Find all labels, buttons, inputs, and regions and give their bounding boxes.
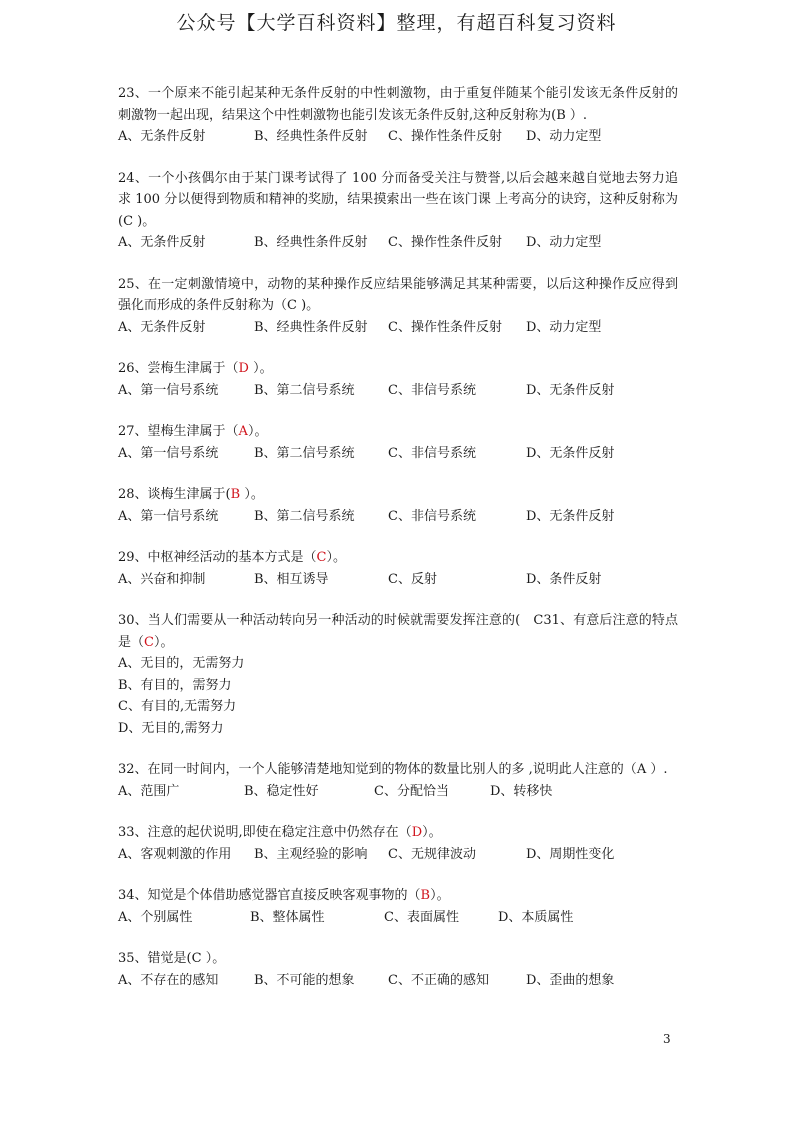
option: C、操作性条件反射 <box>388 319 502 335</box>
option: B、第二信号系统 <box>254 445 355 461</box>
question-text <box>118 484 678 506</box>
answer-letter: D <box>238 361 249 376</box>
option: B、第二信号系统 <box>254 382 355 398</box>
options-row <box>118 506 678 528</box>
page-header: 公众号【大学百科资料】整理，有超百科复习资料 <box>176 12 617 34</box>
question-item <box>118 547 678 590</box>
option: D、无目的,需努力 <box>118 720 224 736</box>
question-stem-end: ）。 <box>153 634 174 650</box>
question-stem: 35、错觉是( <box>118 951 192 966</box>
option: D、转移快 <box>490 783 553 799</box>
option: A、无条件反射 <box>118 235 206 250</box>
question-text <box>118 274 678 317</box>
option: C、反射 <box>388 571 437 587</box>
option: D、无条件反射 <box>526 508 615 524</box>
question-item <box>118 610 678 739</box>
question-stem-end: ）。 <box>248 361 273 376</box>
question-text <box>118 83 678 126</box>
option: A、不存在的感知 <box>118 972 219 988</box>
answer-letter: B <box>420 888 431 903</box>
option: B、第二信号系统 <box>254 508 355 524</box>
question-stem: 28、谈梅生津属于( <box>118 487 231 502</box>
option: A、第一信号系统 <box>118 382 219 398</box>
option: C、非信号系统 <box>388 445 476 461</box>
question-text <box>118 885 678 907</box>
question-stem-end: )。 <box>133 213 156 229</box>
question-item <box>118 484 678 527</box>
options-row <box>118 970 678 992</box>
option: D、周期性变化 <box>526 846 615 862</box>
option: A、兴奋和抑制 <box>118 571 206 587</box>
option: C、非信号系统 <box>388 508 476 524</box>
question-stem: 24、一个小孩偶尔由于某门课考试得了 100 分而备受关注与赞誉,以后会越来越自觉地去努力追求 100 分以便得到物质和精神的奖励，结果摸索出一些在该门课 上考高分的诀窍，这种反射称为( <box>118 170 678 229</box>
question-stem-end: ）。 <box>201 951 226 966</box>
answer-letter: A <box>636 762 647 777</box>
option: D、动力定型 <box>526 235 602 250</box>
option: B、经典性条件反射 <box>254 319 368 335</box>
question-stem-end: )。 <box>296 298 320 313</box>
question-text <box>118 358 678 380</box>
question-text <box>118 759 678 781</box>
answer-letter: C <box>144 634 154 650</box>
option: A、第一信号系统 <box>118 508 219 524</box>
option: C、分配恰当 <box>374 783 449 799</box>
question-stem-end: ）. <box>646 762 668 777</box>
options-row <box>118 126 678 148</box>
question-stem-end: ）。 <box>247 424 268 439</box>
option: C、操作性条件反射 <box>388 129 502 144</box>
question-item <box>118 885 678 928</box>
question-item <box>118 948 678 991</box>
question-stem-end: ）。 <box>422 825 442 840</box>
option: B、稳定性好 <box>244 783 319 799</box>
question-text <box>118 822 678 844</box>
option: C、非信号系统 <box>388 382 476 398</box>
question-stem-end: ）. <box>565 107 588 123</box>
question-text <box>118 168 678 233</box>
question-item <box>118 358 678 401</box>
options-row <box>118 781 678 803</box>
option: D、动力定型 <box>526 129 602 144</box>
question-stem-end: ）。 <box>326 550 347 565</box>
option: B、整体属性 <box>250 909 325 925</box>
answer-letter: C <box>123 213 134 229</box>
option: D、动力定型 <box>526 319 602 335</box>
question-text <box>118 948 678 970</box>
option: B、经典性条件反射 <box>254 235 368 250</box>
question-stem: 34、知觉是个体借助感觉器官直接反映客观事物的（ <box>118 888 421 903</box>
option: B、不可能的想象 <box>254 972 355 988</box>
option: B、有目的，需努力 <box>118 677 232 693</box>
question-stem: 26、尝梅生津属于（ <box>118 361 239 376</box>
question-stem-end: ）。 <box>240 487 264 502</box>
option: C、表面属性 <box>384 909 459 925</box>
option: A、无条件反射 <box>118 319 206 335</box>
option: D、无条件反射 <box>526 382 615 398</box>
question-item <box>118 83 678 148</box>
option: C、不正确的感知 <box>388 972 489 988</box>
option: C、有目的,无需努力 <box>118 699 237 714</box>
options-row <box>118 317 678 339</box>
question-item <box>118 274 678 339</box>
question-stem: 33、注意的起伏说明,即使在稳定注意中仍然存在（ <box>118 825 412 840</box>
question-stem: 27、望梅生津属于（ <box>118 424 239 439</box>
option: A、范围广 <box>118 783 180 799</box>
options-row <box>118 443 678 465</box>
question-text <box>118 610 678 653</box>
options-row <box>118 569 678 591</box>
answer-letter: B <box>230 487 241 502</box>
question-list <box>118 83 678 1011</box>
options-row <box>118 844 678 866</box>
option: D、条件反射 <box>526 571 602 587</box>
option: D、歪曲的想象 <box>526 972 615 988</box>
option: C、操作性条件反射 <box>388 235 502 250</box>
option: B、主观经验的影响 <box>254 846 368 862</box>
question-item <box>118 168 678 254</box>
question-stem: 25、在一定刺激情境中，动物的某种操作反应结果能够满足其某种需要，以后这种操作反应得到强化而形成的条件反射称为（ <box>118 276 678 313</box>
option: A、客观刺激的作用 <box>118 846 232 862</box>
option: C、无规律波动 <box>388 846 476 862</box>
option: D、无条件反射 <box>526 445 615 461</box>
question-item <box>118 421 678 464</box>
option: A、无目的，无需努力 <box>118 656 245 671</box>
question-text <box>118 547 678 569</box>
option: D、本质属性 <box>498 909 574 925</box>
question-stem: 23、一个原来不能引起某种无条件反射的中性刺激物，由于重复伴随某个能引发该无条件反射的刺激物一起出现，结果这个中性刺激物也能引发该无条件反射,这种反射称为( <box>118 86 678 123</box>
question-item <box>118 759 678 802</box>
option: A、个别属性 <box>118 909 193 925</box>
answer-letter: B <box>556 107 566 123</box>
question-item <box>118 822 678 865</box>
option: A、第一信号系统 <box>118 445 219 461</box>
options-row <box>118 380 678 402</box>
question-text <box>118 421 678 443</box>
option: A、无条件反射 <box>118 129 206 144</box>
options-row <box>118 232 678 254</box>
answer-letter: C <box>191 951 202 966</box>
answer-letter: C <box>316 550 327 565</box>
answer-letter: D <box>411 825 423 840</box>
question-stem: 29、中枢神经活动的基本方式是（ <box>118 550 317 565</box>
answer-letter: C <box>287 298 297 313</box>
option: B、经典性条件反射 <box>254 129 368 144</box>
question-stem: 30、当人们需要从一种活动转向另一种活动的时候就需要发挥注意的( C31、有意后注意的特点是（ <box>118 613 678 650</box>
answer-letter: A <box>238 424 248 439</box>
question-stem-end: ）。 <box>430 888 450 903</box>
option: B、相互诱导 <box>254 571 329 587</box>
page-number: 3 <box>663 1032 671 1046</box>
options-row <box>118 907 678 929</box>
question-stem: 32、在同一时间内，一个人能够清楚地知觉到的物体的数量比别人的多 ,说明此人注意的（ <box>118 762 637 777</box>
